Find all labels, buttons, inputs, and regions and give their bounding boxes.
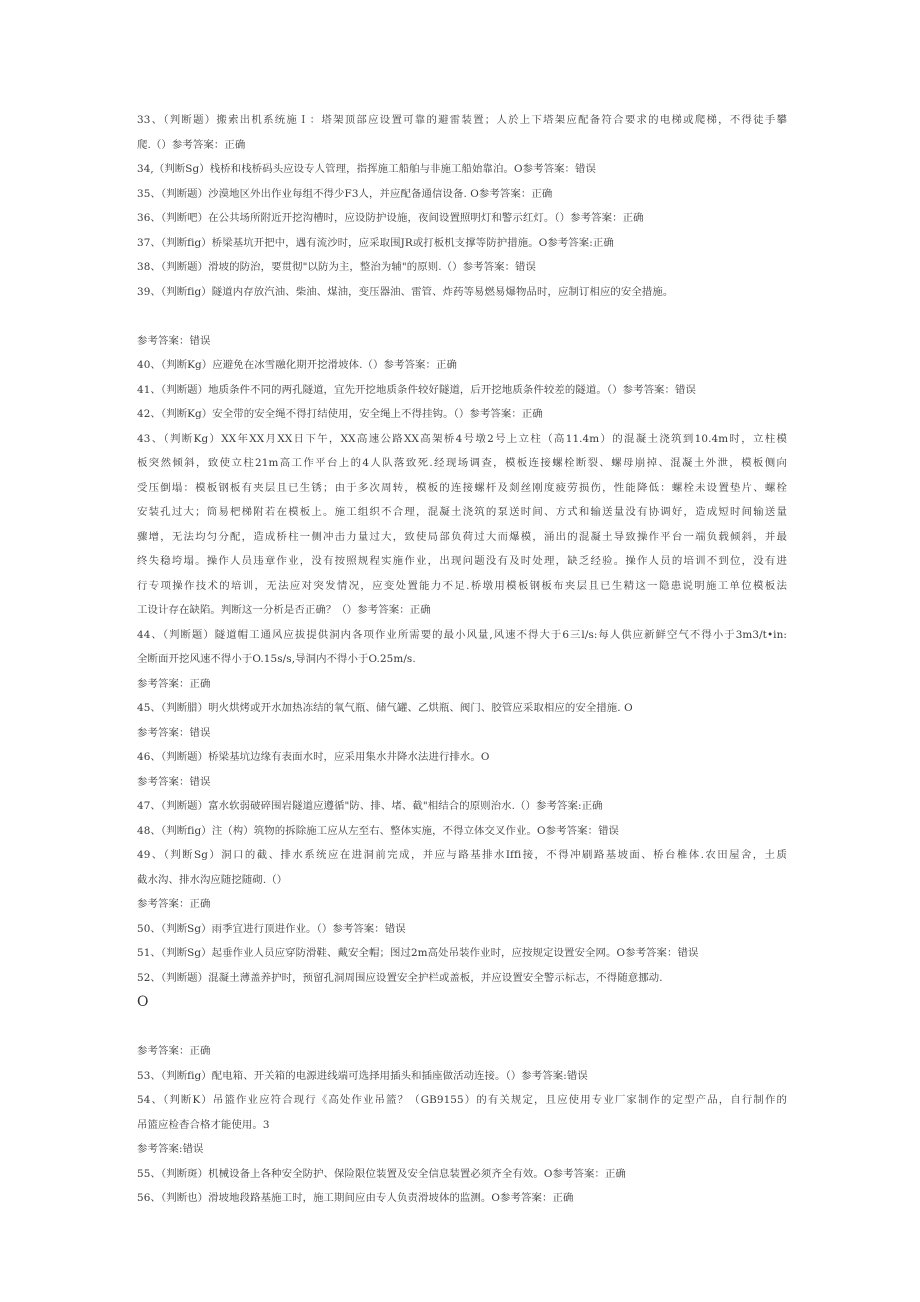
text-line: 43、（判断Kg）XX年XX月XX日下午，XX高速公路XX高架桥4号墩2号上立柱（高11.4m）的混凝土浇筑到10.4m时，立柱模 xyxy=(137,432,787,445)
text-line: 53、（判断fig）配电箱、开关箱的电源进线端可选择用插头和插座做活动连接。（）参考答案:错误 xyxy=(137,1069,588,1082)
text-line: 33、（判断题）搬索出机系统施Ｉ：塔架顶部应设置可靠的避雷装置；人於上下塔架应配备符合要求的电梯或爬梯，不得徒手攀 xyxy=(137,114,787,126)
text-line: 37、（判断fig）桥梁基坑开把中，遇有流沙时，应采取围JR或打板机支撑等防护措施。O参考答案:正确 xyxy=(137,236,614,249)
text-line: 42、（判断Kg）安全带的安全绳不得打结使用，安全绳上不得挂钩。（）参考答案：正确 xyxy=(137,408,543,420)
text-line: 38、（判断题）滑坡的防治，要贯彻"以防为主，整治为辅"的原则.（）参考答案：错误 xyxy=(137,261,537,273)
text-line: 41、（判断题）地质条件不同的两孔隧道，宜先开挖地质条件较好隧道，后开挖地质条件较差的隧道。（）参考答案：错误 xyxy=(137,383,697,396)
text-line: 54、（判断K）吊篮作业应符合现行《高处作业吊篮？（GB9155）的有关规定，且应使用专业厂家制作的定型产品，自行制作的 xyxy=(137,1094,787,1106)
text-line: 参考答案：正确 xyxy=(137,898,211,910)
text-line: 44、（判断题）隧道帽工通风应拔提供洞内各项作业所需要的最小风量,风速不得大于6三l/s:每人供应新鲜空气不得小于3m3/t•in: xyxy=(137,628,787,641)
text-line: 40、（判断Kg）应避免在冰雪融化期开挖滑坡体.（）参考答案：正确 xyxy=(137,359,457,371)
text-line: 参考答案：错误 xyxy=(137,334,211,347)
text-line: 36、（判断吧）在公共场所附近开挖沟槽时，应设防护设施，夜间设置照明灯和警示红灯。（）参考答案：正确 xyxy=(137,212,644,224)
text-line: 爬.（）参考答案：正确 xyxy=(137,138,246,151)
text-line: 截水沟、排水沟应随挖随砌.（） xyxy=(137,873,288,886)
text-line: 参考答案：错误 xyxy=(137,775,211,788)
text-line: 48、（判断fig）注（构）筑物的拆除施工应从左至右、整体实施，不得立体交叉作业。O参考答案：错误 xyxy=(137,824,620,837)
text-line: 参考答案：正确 xyxy=(137,677,211,690)
blank-line xyxy=(137,304,787,329)
text-line: 参考答案：错误 xyxy=(137,726,211,739)
text-line: 50、（判断Sg）雨季宜进行顶进作业。（）参考答案：错误 xyxy=(137,922,406,935)
text-line: 34,（判断Sg）栈桥和栈桥码头应设专人管理，指挥施工船舶与非施工船始靠泊。O参考答案：错误 xyxy=(137,163,597,175)
text-line: 39、（判断fig）隧道内存放汽油、柴油、煤油，变压器油、雷管、炸药等易燃易爆物品时，应制订相应的安全措施。 xyxy=(137,285,674,298)
text-line: 骤增，无法均匀分配，造成桥柱一侧冲击力量过大，致使局部负荷过大而爆模，涌出的混凝土导致操作平台一端负载倾斜，并最 xyxy=(137,530,787,543)
text-line: 参考答案:错误 xyxy=(137,1143,204,1155)
text-line: 吊篮应检杳合格才能使用。3 xyxy=(137,1118,270,1131)
text-line: 全断面开挖风速不得小于O.15s/s,导洞内不得小于O.25m/s. xyxy=(137,653,416,665)
circle-mark: O xyxy=(137,994,149,1010)
text-line: 35、（判断题）沙漠地区外出作业每组不得少F3人，并应配备通信设备. O参考答案：正确 xyxy=(137,187,553,200)
text-line: 56、（判断也）滑坡地段路基施工时，施工期间应由专人负责滑坡体的监测。O参考答案：正确 xyxy=(137,1192,574,1204)
text-line: 安装孔过大；筒易杷梯附若在模板上。施工组织不合理，混凝土浇筑的泵送时间、方式和输送量没有协调好，造成短时间输送量 xyxy=(137,506,787,518)
text-line: 45、（判断腊）明火烘烤或开水加热冻结的氧气瓶、储气罐、乙烘瓶、阀门、胶管应采取相应的安全措施. O xyxy=(137,702,633,714)
text-line: 55、（判断斑）机械设备上各种安全防护、保险限位装置及安全信息装置必须齐全有效。O参考答案：正确 xyxy=(137,1167,626,1180)
text-line: 51、（判断Sg）起垂作业人员应穿防滑鞋、戴安全帽；图过2m高处吊装作业时，应按规定设置安全网。O参考答案：错误 xyxy=(137,947,699,959)
text-line: 终失稳垮塌。操作人员违章作业，没有按照规程实施作业，出现问题没有及时处理，缺乏经验。操作人员的培训不到位，没有进 xyxy=(137,555,787,567)
text-line: 49、（判断Sg）洞口的截、排水系统应在进洞前完成，并应与路基排水Iffi接，不得冲刷路基坡面、桥台椎体.农田屋舍，土质 xyxy=(137,849,787,861)
text-line: 47、（判断题）富水软弱破碎围岩隧道应遵循"防、排、堵、截"相结合的原则治水.（）参考答案:正确 xyxy=(137,800,603,812)
text-line: 46、（判断题）桥梁基坑边缘有表面水时，应采用集水井降水法进行排水。O xyxy=(137,751,490,763)
text-line: 受压倒塌：模板钢板有夹层且已生锈；由于多次周转，模板的连接螺杆及剡丝刚度疲劳损伤，性能降低：螺栓未设置垫片、螺栓 xyxy=(137,481,787,494)
document-body xyxy=(137,108,787,1211)
text-line: 行专项操作技术的培训，无法应对突发情况，应变处置能力不足.桥墩用模板钢板布夹层且已生精这一隐患说明施工单位模板法 xyxy=(137,579,787,592)
blank-line xyxy=(137,1015,787,1040)
text-line: 参考答案：正确 xyxy=(137,1045,211,1057)
text-line: 板突然倾斜，致使立柱21m高工作平台上的4人队落致死.经现场调查，模板连接螺栓断裂、螺母崩掉、混凝土外泄，模板侧向 xyxy=(137,457,787,469)
text-line: 工设计存在缺陷。判断这一分析是否正确？（）参考答案：正确 xyxy=(137,604,431,616)
text-line: 52、（判断题）混凝土薄盖养护时，预留孔洞周围应设置安全护栏或盖板，并应设置安全警示标志，不得随意挪动. xyxy=(137,971,663,984)
